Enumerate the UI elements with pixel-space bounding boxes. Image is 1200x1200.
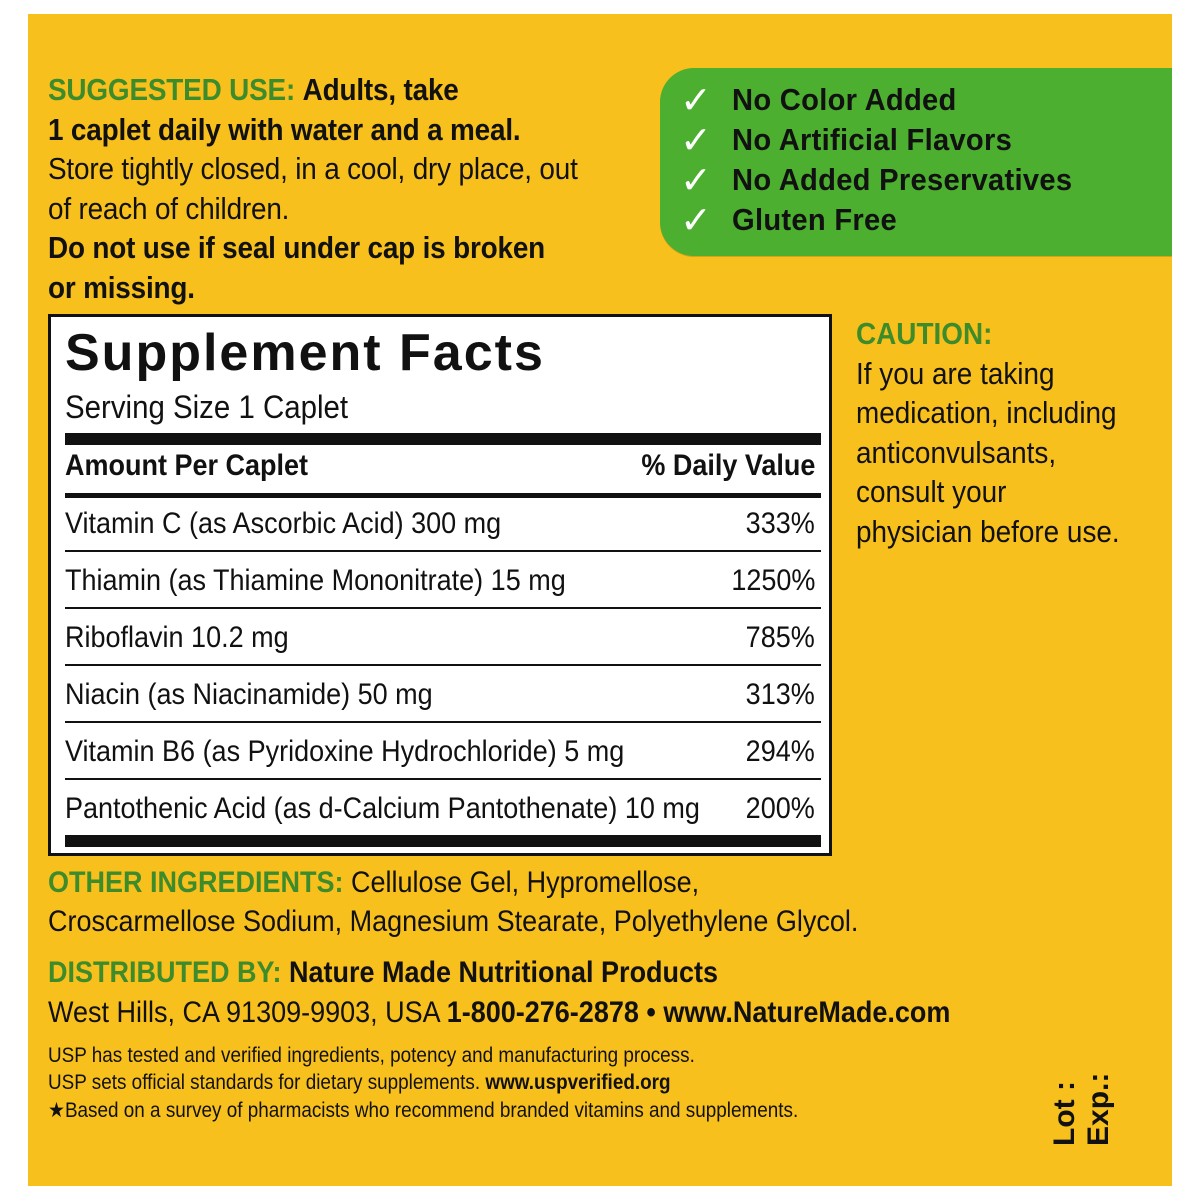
check-icon: ✓ — [680, 198, 712, 242]
nutrient-dv: 200% — [745, 792, 815, 825]
badge-item-label: No Artificial Flavors — [732, 122, 1013, 157]
product-label — [28, 14, 1172, 1186]
row-divider — [65, 607, 821, 609]
survey-footnote: ★Based on a survey of pharmacists who recommend branded vitamins and supplements. — [48, 1099, 799, 1122]
distributor-line-2 — [48, 996, 951, 1030]
supplement-facts-panel — [48, 314, 832, 856]
amount-header: Amount Per Caplet — [65, 449, 309, 482]
nutrient-dv: 313% — [745, 678, 815, 711]
nutrient-name: Thiamin (as Thiamine Mononitrate) 15 mg — [65, 564, 566, 597]
suggested-use-section — [48, 70, 578, 307]
nutrient-name: Riboflavin 10.2 mg — [65, 621, 289, 654]
distributor-phone: 1-800-276-2878 — [446, 996, 639, 1029]
badge-item — [680, 80, 971, 120]
row-divider — [65, 721, 821, 723]
lot-label: Lot : — [1048, 1081, 1081, 1146]
usp-note-2-text: USP sets official standards for dietary supplements. — [48, 1071, 481, 1094]
usp-url: www.uspverified.org — [485, 1071, 671, 1094]
facts-title: Supplement Facts — [65, 324, 545, 382]
caution-text: If you are taking medication, including anticonvulsants, consult your physician before use. — [856, 355, 1120, 549]
exp-label: Exp.: — [1082, 1072, 1115, 1146]
other-ingredients-list-2: Croscarmellose Sodium, Magnesium Stearate, Polyethylene Glycol. — [48, 905, 859, 938]
distributor-line-1 — [48, 956, 948, 990]
badge-item — [680, 120, 1030, 160]
check-icon: ✓ — [680, 78, 712, 122]
check-icon: ✓ — [680, 158, 712, 202]
check-icon: ✓ — [680, 118, 712, 162]
distributed-by-heading: DISTRIBUTED BY: — [48, 956, 282, 989]
caution-heading: CAUTION: — [856, 316, 993, 351]
distributor-company: Nature Made Nutritional Products — [289, 956, 719, 989]
usp-note-2 — [48, 1071, 671, 1095]
seal-warning: Do not use if seal under cap is broken or missing. — [48, 230, 546, 305]
distributor-website: www.NatureMade.com — [663, 996, 951, 1029]
badge-item — [680, 160, 1094, 200]
badge-item-label: No Color Added — [732, 82, 957, 117]
serving-size: Serving Size 1 Caplet — [65, 389, 349, 425]
row-divider — [65, 664, 821, 666]
storage-instructions: Store tightly closed, in a cool, dry place, out of reach of children. — [48, 151, 578, 226]
row-divider — [65, 778, 821, 780]
nutrient-name: Niacin (as Niacinamide) 50 mg — [65, 678, 433, 711]
suggested-use-heading: SUGGESTED USE: — [48, 72, 296, 107]
usp-note-1: USP has tested and verified ingredients, potency and manufacturing process. — [48, 1044, 695, 1067]
nutrient-dv: 1250% — [730, 564, 815, 597]
separator-bullet: • — [646, 996, 656, 1029]
daily-value-header: % Daily Value — [640, 449, 815, 482]
nutrient-dv: 333% — [745, 507, 815, 540]
nutrient-name: Pantothenic Acid (as d-Calcium Pantothenate) 10 mg — [65, 792, 700, 825]
other-ingredients-heading: OTHER INGREDIENTS: — [48, 866, 344, 899]
badge-item-label: Gluten Free — [732, 202, 898, 237]
caution-section — [856, 314, 1126, 551]
nutrient-dv: 785% — [745, 621, 815, 654]
nutrient-name: Vitamin B6 (as Pyridoxine Hydrochloride) 5 mg — [65, 735, 625, 768]
row-divider — [65, 550, 821, 552]
nutrient-name: Vitamin C (as Ascorbic Acid) 300 mg — [65, 507, 502, 540]
other-ingredients-list-1: Cellulose Gel, Hypromellose, — [351, 866, 700, 899]
suggested-use-dose-2: 1 caplet daily with water and a meal. — [48, 111, 521, 147]
divider-thick — [65, 433, 821, 445]
distributor-address: West Hills, CA 91309-9903, USA — [48, 996, 440, 1029]
badge-item — [680, 200, 908, 240]
free-from-badge — [660, 68, 1172, 256]
badge-item-label: No Added Preservatives — [732, 162, 1073, 197]
divider-thick — [65, 835, 821, 847]
divider-medium — [65, 493, 821, 498]
other-ingredients-line-1 — [48, 866, 948, 900]
suggested-use-dose-1: Adults, take — [302, 72, 459, 107]
nutrient-dv: 294% — [745, 735, 815, 768]
